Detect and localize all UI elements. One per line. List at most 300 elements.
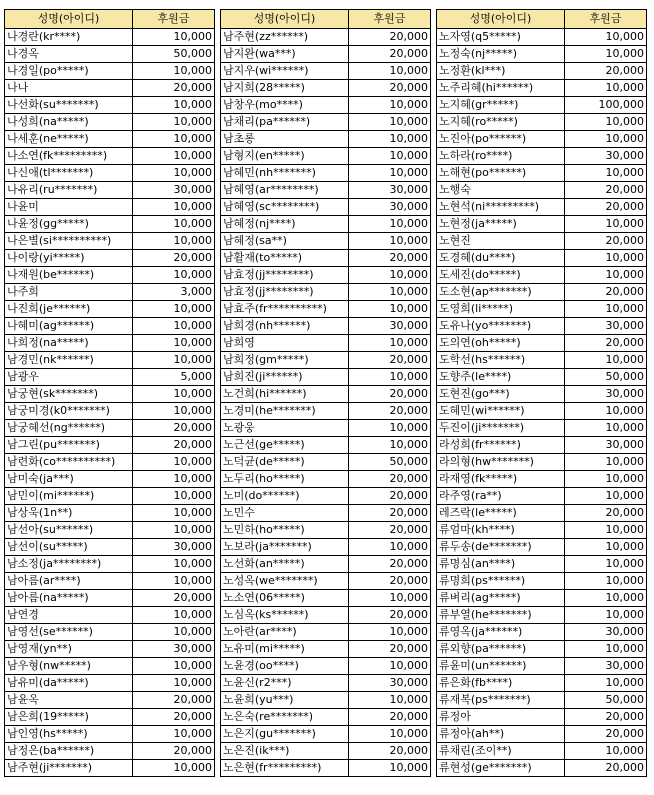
donation-amount-cell: 20,000: [349, 488, 431, 505]
table-row: [5, 80, 215, 97]
donor-name-cell: 류벼리(ag*****): [437, 590, 565, 607]
table-row: [437, 522, 647, 539]
donor-name-cell: 남궁혜선(ng******): [5, 420, 133, 437]
donor-name-cell: 남미숙(ja***): [5, 471, 133, 488]
donation-amount-cell: 20,000: [349, 522, 431, 539]
donor-name-cell: 남주현(ji*******): [5, 760, 133, 777]
donation-amount-cell: 20,000: [349, 29, 431, 46]
donation-amount-cell: 10,000: [133, 216, 215, 233]
donor-name-cell: 남궁현(sk*******): [5, 386, 133, 403]
table-row: [437, 318, 647, 335]
donation-amount-cell: 10,000: [349, 301, 431, 318]
table-row: [5, 590, 215, 607]
donor-name-cell: 노성옥(we*******): [221, 573, 349, 590]
donor-name-cell: 노은현(fr*********): [221, 760, 349, 777]
table-row: [5, 539, 215, 556]
donation-amount-cell: 20,000: [565, 726, 647, 743]
donor-name-cell: 류정아(ah**): [437, 726, 565, 743]
table-row: [437, 148, 647, 165]
donation-amount-cell: 10,000: [133, 267, 215, 284]
amount-column-header: 후원금: [133, 10, 215, 29]
donation-amount-cell: 10,000: [565, 46, 647, 63]
donor-name-cell: 남희영: [221, 335, 349, 352]
donor-name-cell: 남채리(pa******): [221, 114, 349, 131]
table-row: [5, 267, 215, 284]
donor-name-cell: 노주리혜(hi******): [437, 80, 565, 97]
donation-amount-cell: 100,000: [565, 97, 647, 114]
donation-amount-cell: 20,000: [349, 250, 431, 267]
donor-name-cell: 노윤희(yu***): [221, 692, 349, 709]
donation-amount-cell: 10,000: [133, 29, 215, 46]
donor-name-cell: 남영선(se******): [5, 624, 133, 641]
donation-amount-cell: 10,000: [349, 284, 431, 301]
donor-name-cell: 남창우(mo****): [221, 97, 349, 114]
donor-name-cell: 남유미(da*****): [5, 675, 133, 692]
table-row: [437, 437, 647, 454]
table-row: [221, 352, 431, 369]
donor-name-cell: 나경옥: [5, 46, 133, 63]
donation-amount-cell: 20,000: [133, 590, 215, 607]
donation-amount-cell: 10,000: [349, 590, 431, 607]
table-row: [221, 182, 431, 199]
table-row: [437, 403, 647, 420]
donation-amount-cell: 10,000: [349, 114, 431, 131]
donation-amount-cell: 10,000: [133, 318, 215, 335]
table-row: [5, 403, 215, 420]
donor-name-cell: 류재복(ps*******): [437, 692, 565, 709]
table-row: [221, 692, 431, 709]
table-row: [437, 590, 647, 607]
donor-name-cell: 나경일(po*****): [5, 63, 133, 80]
donor-name-cell: 나은별(si**********): [5, 233, 133, 250]
donor-name-cell: 도소현(ap*******): [437, 284, 565, 301]
table-row: [437, 29, 647, 46]
donation-amount-cell: 10,000: [565, 250, 647, 267]
donation-amount-cell: 10,000: [565, 216, 647, 233]
donation-amount-cell: 10,000: [565, 675, 647, 692]
table-row: [437, 488, 647, 505]
donor-name-cell: 남희정(gm*****): [221, 352, 349, 369]
donation-amount-cell: 20,000: [349, 709, 431, 726]
table-row: [437, 420, 647, 437]
donor-name-cell: 노민하(ho*****): [221, 522, 349, 539]
donation-amount-cell: 10,000: [565, 743, 647, 760]
donation-amount-cell: 10,000: [133, 760, 215, 777]
donor-name-cell: 라재영(fk*****): [437, 471, 565, 488]
table-row: [437, 726, 647, 743]
donor-name-cell: 류두송(de*******): [437, 539, 565, 556]
table-row: [221, 522, 431, 539]
donation-amount-cell: 50,000: [349, 454, 431, 471]
donor-table-3: [436, 9, 647, 777]
donor-name-cell: 류외향(pa******): [437, 641, 565, 658]
donation-amount-cell: 20,000: [349, 556, 431, 573]
donor-name-cell: 류엄마(kh****): [437, 522, 565, 539]
donation-amount-cell: 30,000: [565, 624, 647, 641]
donor-name-cell: 남혜민(nh*******): [221, 165, 349, 182]
table-row: [5, 726, 215, 743]
donation-amount-cell: 30,000: [565, 318, 647, 335]
donation-amount-cell: 20,000: [349, 471, 431, 488]
donor-name-cell: 나희정(na*****): [5, 335, 133, 352]
donation-amount-cell: 20,000: [565, 284, 647, 301]
table-row: [221, 199, 431, 216]
donation-amount-cell: 10,000: [133, 607, 215, 624]
table-header-row: [437, 10, 647, 29]
donation-amount-cell: 10,000: [565, 352, 647, 369]
donor-name-cell: 노현진: [437, 233, 565, 250]
donation-amount-cell: 20,000: [349, 505, 431, 522]
donation-amount-cell: 20,000: [349, 386, 431, 403]
donor-name-cell: 노경미(he*******): [221, 403, 349, 420]
donor-name-cell: 남아름(ar****): [5, 573, 133, 590]
donation-amount-cell: 30,000: [565, 148, 647, 165]
donation-amount-cell: 50,000: [565, 692, 647, 709]
table-row: [5, 607, 215, 624]
table-row: [221, 318, 431, 335]
table-row: [5, 709, 215, 726]
table-row: [221, 165, 431, 182]
donor-name-cell: 노지혜(gr*****): [437, 97, 565, 114]
table-row: [437, 301, 647, 318]
donation-amount-cell: 10,000: [565, 165, 647, 182]
donor-name-cell: 노윤신(r2***): [221, 675, 349, 692]
donor-name-cell: 도향주(le****): [437, 369, 565, 386]
table-row: [437, 454, 647, 471]
table-row: [221, 420, 431, 437]
table-row: [5, 148, 215, 165]
table-row: [221, 607, 431, 624]
donation-amount-cell: 10,000: [565, 590, 647, 607]
donation-amount-cell: 10,000: [349, 726, 431, 743]
table-row: [221, 760, 431, 777]
donor-name-cell: 류영옥(ja******): [437, 624, 565, 641]
donation-amount-cell: 30,000: [565, 658, 647, 675]
donor-name-cell: 남우형(nw*****): [5, 658, 133, 675]
donation-amount-cell: 10,000: [133, 114, 215, 131]
donation-amount-cell: 10,000: [565, 131, 647, 148]
table-row: [5, 131, 215, 148]
donor-name-cell: 노진아(po******): [437, 131, 565, 148]
donor-name-cell: 남활재(to*****): [221, 250, 349, 267]
donor-name-cell: 남소정(ja********): [5, 556, 133, 573]
donation-amount-cell: 10,000: [133, 233, 215, 250]
donor-name-cell: 나주희: [5, 284, 133, 301]
table-row: [221, 216, 431, 233]
table-row: [437, 267, 647, 284]
donor-name-cell: 남영재(yn**): [5, 641, 133, 658]
table-row: [5, 165, 215, 182]
table-row: [221, 301, 431, 318]
table-row: [221, 114, 431, 131]
donor-name-cell: 나진희(je******): [5, 301, 133, 318]
donation-amount-cell: 10,000: [349, 658, 431, 675]
table-row: [437, 573, 647, 590]
donation-amount-cell: 20,000: [133, 692, 215, 709]
donation-amount-cell: 20,000: [133, 420, 215, 437]
table-row: [437, 760, 647, 777]
table-row: [5, 522, 215, 539]
table-row: [437, 386, 647, 403]
table-row: [221, 743, 431, 760]
donation-amount-cell: 10,000: [565, 403, 647, 420]
table-row: [221, 233, 431, 250]
donation-amount-cell: 10,000: [133, 505, 215, 522]
table-row: [437, 114, 647, 131]
donor-name-cell: 류윤미(un******): [437, 658, 565, 675]
donor-name-cell: 류명희(ps******): [437, 573, 565, 590]
donor-table-1: [4, 9, 215, 777]
table-row: [5, 675, 215, 692]
donation-amount-cell: 20,000: [349, 573, 431, 590]
donation-amount-cell: 10,000: [133, 675, 215, 692]
donation-amount-cell: 30,000: [349, 182, 431, 199]
donor-name-cell: 나유리(ru*******): [5, 182, 133, 199]
donor-name-cell: 류명심(an****): [437, 556, 565, 573]
donor-name-cell: 도영희(li*****): [437, 301, 565, 318]
donor-name-cell: 남효정(jj********): [221, 284, 349, 301]
table-row: [437, 284, 647, 301]
table-row: [221, 709, 431, 726]
table-row: [437, 216, 647, 233]
donation-amount-cell: 20,000: [565, 182, 647, 199]
donation-amount-cell: 10,000: [133, 726, 215, 743]
table-row: [5, 335, 215, 352]
donor-name-cell: 나윤정(gg*****): [5, 216, 133, 233]
donation-amount-cell: 20,000: [133, 80, 215, 97]
table-row: [437, 233, 647, 250]
table-row: [5, 386, 215, 403]
donor-name-cell: 노건희(hi******): [221, 386, 349, 403]
table-row: [221, 624, 431, 641]
table-row: [221, 556, 431, 573]
donation-amount-cell: 20,000: [349, 641, 431, 658]
donation-amount-cell: 30,000: [133, 641, 215, 658]
donor-name-cell: 노은숙(re*******): [221, 709, 349, 726]
table-row: [221, 726, 431, 743]
table-row: [437, 131, 647, 148]
donation-amount-cell: 30,000: [349, 318, 431, 335]
table-row: [437, 97, 647, 114]
donation-amount-cell: 10,000: [565, 267, 647, 284]
donation-amount-cell: 10,000: [349, 369, 431, 386]
donation-amount-cell: 20,000: [349, 403, 431, 420]
donation-amount-cell: 30,000: [565, 437, 647, 454]
donor-name-cell: 류은화(fb****): [437, 675, 565, 692]
donation-amount-cell: 10,000: [565, 488, 647, 505]
donor-name-cell: 남희경(nh******): [221, 318, 349, 335]
table-row: [221, 267, 431, 284]
table-row: [5, 658, 215, 675]
table-row: [221, 403, 431, 420]
donation-amount-cell: 10,000: [565, 471, 647, 488]
table-row: [437, 46, 647, 63]
table-row: [437, 369, 647, 386]
donation-amount-cell: 10,000: [349, 165, 431, 182]
table-header-row: [5, 10, 215, 29]
table-row: [5, 760, 215, 777]
donor-name-cell: 노윤경(oo****): [221, 658, 349, 675]
donor-name-cell: 도의연(oh*****): [437, 335, 565, 352]
table-row: [221, 590, 431, 607]
donation-amount-cell: 20,000: [133, 743, 215, 760]
donation-amount-cell: 10,000: [133, 658, 215, 675]
table-row: [5, 369, 215, 386]
table-row: [221, 539, 431, 556]
table-row: [5, 29, 215, 46]
donor-name-cell: 나신애(tl*******): [5, 165, 133, 182]
donor-name-cell: 노민수: [221, 505, 349, 522]
donor-name-cell: 도현진(go***): [437, 386, 565, 403]
donation-amount-cell: 30,000: [133, 182, 215, 199]
donor-name-cell: 노보라(ja*******): [221, 539, 349, 556]
table-row: [5, 692, 215, 709]
table-row: [5, 97, 215, 114]
table-row: [5, 114, 215, 131]
donation-amount-cell: 10,000: [133, 97, 215, 114]
donation-amount-cell: 10,000: [349, 760, 431, 777]
table-row: [437, 709, 647, 726]
donor-name-cell: 라성희(fr******): [437, 437, 565, 454]
donor-name-cell: 남주현(zz******): [221, 29, 349, 46]
donation-amount-cell: 10,000: [349, 216, 431, 233]
donor-name-cell: 노현정(ja*****): [437, 216, 565, 233]
donation-amount-cell: 20,000: [133, 709, 215, 726]
table-row: [437, 675, 647, 692]
donor-name-cell: 남초롱: [221, 131, 349, 148]
donation-amount-cell: 50,000: [133, 46, 215, 63]
table-row: [5, 556, 215, 573]
donation-amount-cell: 20,000: [565, 709, 647, 726]
donation-amount-cell: 20,000: [349, 352, 431, 369]
table-row: [437, 607, 647, 624]
table-row: [221, 505, 431, 522]
donation-amount-cell: 20,000: [349, 46, 431, 63]
donor-name-cell: 노소연(06*****): [221, 590, 349, 607]
donor-name-cell: 노지혜(ro*****): [437, 114, 565, 131]
name-column-header: 성명(아이디): [221, 10, 349, 29]
donor-name-cell: 나선화(su*******): [5, 97, 133, 114]
donation-amount-cell: 10,000: [565, 539, 647, 556]
donation-amount-cell: 10,000: [565, 114, 647, 131]
donation-amount-cell: 10,000: [133, 386, 215, 403]
donor-name-cell: 노은진(ik***): [221, 743, 349, 760]
donor-name-cell: 라의형(hw*******): [437, 454, 565, 471]
donation-amount-cell: 10,000: [133, 301, 215, 318]
donor-name-cell: 남정은(ba******): [5, 743, 133, 760]
donation-amount-cell: 10,000: [349, 63, 431, 80]
donor-name-cell: 노정숙(nj*****): [437, 46, 565, 63]
donor-name-cell: 노해현(po******): [437, 165, 565, 182]
donation-amount-cell: 30,000: [133, 539, 215, 556]
table-row: [437, 471, 647, 488]
donor-name-cell: 남효정(jj********): [221, 267, 349, 284]
table-row: [5, 573, 215, 590]
donor-name-cell: 남혜정(nj****): [221, 216, 349, 233]
donor-name-cell: 남혜영(sc********): [221, 199, 349, 216]
donation-amount-cell: 10,000: [349, 539, 431, 556]
donor-name-cell: 남형지(en*****): [221, 148, 349, 165]
table-row: [437, 641, 647, 658]
donation-amount-cell: 30,000: [349, 675, 431, 692]
donation-amount-cell: 10,000: [349, 420, 431, 437]
donor-name-cell: 노유미(mi*****): [221, 641, 349, 658]
donation-amount-cell: 10,000: [349, 233, 431, 250]
donation-amount-cell: 20,000: [133, 250, 215, 267]
donor-name-cell: 남인영(hs*****): [5, 726, 133, 743]
donor-name-cell: 나경란(kr****): [5, 29, 133, 46]
donor-name-cell: 남윤옥: [5, 692, 133, 709]
donation-amount-cell: 5,000: [133, 369, 215, 386]
donor-table-2: [220, 9, 431, 777]
donor-name-cell: 남선이(su*****): [5, 539, 133, 556]
table-row: [5, 505, 215, 522]
donor-name-cell: 노정환(kl***): [437, 63, 565, 80]
donor-name-cell: 레즈락(le*****): [437, 505, 565, 522]
donor-name-cell: 두진이(ji*******): [437, 420, 565, 437]
table-row: [221, 335, 431, 352]
table-row: [437, 505, 647, 522]
donation-amount-cell: 10,000: [133, 199, 215, 216]
table-row: [221, 369, 431, 386]
donor-name-cell: 남광우: [5, 369, 133, 386]
donor-name-cell: 남희진(ji******): [221, 369, 349, 386]
table-row: [221, 658, 431, 675]
donor-name-cell: 도유나(yo*******): [437, 318, 565, 335]
table-row: [5, 199, 215, 216]
table-row: [5, 63, 215, 80]
table-row: [437, 539, 647, 556]
table-row: [221, 63, 431, 80]
donation-amount-cell: 10,000: [565, 420, 647, 437]
table-row: [437, 556, 647, 573]
table-row: [437, 335, 647, 352]
table-row: [221, 386, 431, 403]
table-header-row: [221, 10, 431, 29]
table-row: [221, 46, 431, 63]
donation-amount-cell: 10,000: [133, 63, 215, 80]
table-row: [5, 284, 215, 301]
table-row: [221, 148, 431, 165]
donation-amount-cell: 20,000: [565, 505, 647, 522]
donation-amount-cell: 10,000: [565, 522, 647, 539]
donation-amount-cell: 20,000: [349, 607, 431, 624]
donation-amount-cell: 20,000: [133, 437, 215, 454]
table-row: [5, 420, 215, 437]
donor-name-cell: 나세훈(ne*****): [5, 131, 133, 148]
table-row: [221, 675, 431, 692]
table-row: [5, 352, 215, 369]
donor-name-cell: 남민이(mi******): [5, 488, 133, 505]
table-row: [5, 488, 215, 505]
donation-amount-cell: 10,000: [349, 148, 431, 165]
donor-name-cell: 도학선(hs******): [437, 352, 565, 369]
donation-amount-cell: 30,000: [349, 199, 431, 216]
table-row: [437, 165, 647, 182]
table-row: [221, 573, 431, 590]
table-row: [5, 624, 215, 641]
donor-name-cell: 남아름(na*****): [5, 590, 133, 607]
table-row: [221, 284, 431, 301]
table-row: [221, 471, 431, 488]
donor-name-cell: 노행숙: [437, 182, 565, 199]
table-row: [437, 624, 647, 641]
donor-name-cell: 나재원(be******): [5, 267, 133, 284]
donor-name-cell: 남궁미경(k0*******): [5, 403, 133, 420]
table-row: [5, 454, 215, 471]
donation-amount-cell: 10,000: [133, 556, 215, 573]
table-row: [437, 199, 647, 216]
